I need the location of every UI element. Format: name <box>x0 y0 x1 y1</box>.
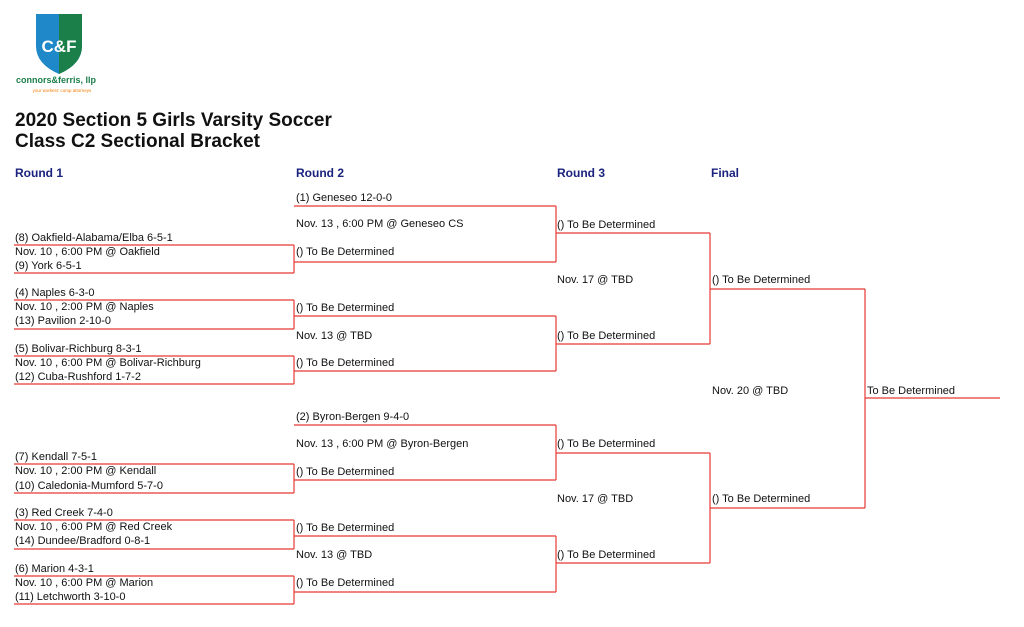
r2-m2-team-top: () To Be Determined <box>296 302 395 314</box>
r1-m5-team-bottom: (14) Dundee/Bradford 0-8-1 <box>15 535 151 547</box>
r1-m4-game-info: Nov. 10 , 2:00 PM @ Kendall <box>15 465 157 477</box>
r2-m4-team-top: () To Be Determined <box>296 522 395 534</box>
r1-m1-game-info: Nov. 10 , 6:00 PM @ Oakfield <box>15 246 160 258</box>
bracket-title-line1: 2020 Section 5 Girls Varsity Soccer <box>15 110 332 131</box>
r1-m5-game-info: Nov. 10 , 6:00 PM @ Red Creek <box>15 521 173 533</box>
r1-m6-team-bottom: (11) Letchworth 3-10-0 <box>15 591 126 603</box>
r2-m2-team-bottom: () To Be Determined <box>296 357 395 369</box>
r1-m4-team-top: (7) Kendall 7-5-1 <box>15 451 97 463</box>
r3-m2-game-info: Nov. 17 @ TBD <box>557 493 634 505</box>
logo-tagline: your workers' comp attorneys <box>32 88 92 93</box>
r1-m1-team-bottom: (9) York 6-5-1 <box>15 260 82 272</box>
r3-m1-team-top: () To Be Determined <box>557 219 656 231</box>
r2-m1-team-bottom: () To Be Determined <box>296 246 395 258</box>
r1-m3-game-info: Nov. 10 , 6:00 PM @ Bolivar-Richburg <box>15 357 201 369</box>
final-game-info: Nov. 20 @ TBD <box>712 385 789 397</box>
logo-wordmark: connors&ferris, llp <box>16 75 97 85</box>
r1-m6-game-info: Nov. 10 , 6:00 PM @ Marion <box>15 577 154 589</box>
r1-m2-team-bottom: (13) Pavilion 2-10-0 <box>15 315 111 327</box>
r1-m3-team-top: (5) Bolivar-Richburg 8-3-1 <box>15 343 142 355</box>
r2-m2-game-info: Nov. 13 @ TBD <box>296 330 373 342</box>
r2-m1-game-info: Nov. 13 , 6:00 PM @ Geneseo CS <box>296 218 464 230</box>
final-team-bottom: () To Be Determined <box>712 493 811 505</box>
r3-m2-team-bottom: () To Be Determined <box>557 549 656 561</box>
logo-monogram: C&F <box>41 37 77 56</box>
r2-m4-game-info: Nov. 13 @ TBD <box>296 549 373 561</box>
champion-label: To Be Determined <box>867 385 956 397</box>
r1-m4-team-bottom: (10) Caledonia-Mumford 5-7-0 <box>15 480 163 492</box>
r2-m4-team-bottom: () To Be Determined <box>296 577 395 589</box>
r2-m3-team-bottom: () To Be Determined <box>296 466 395 478</box>
r1-m2-game-info: Nov. 10 , 2:00 PM @ Naples <box>15 301 154 313</box>
r3-m1-game-info: Nov. 17 @ TBD <box>557 274 634 286</box>
round-2-header: Round 2 <box>296 166 344 180</box>
final-team-top: () To Be Determined <box>712 274 811 286</box>
r3-m2-team-top: () To Be Determined <box>557 438 656 450</box>
r1-m6-team-top: (6) Marion 4-3-1 <box>15 563 94 575</box>
bracket-title-line2: Class C2 Sectional Bracket <box>15 131 261 152</box>
r2-m1-team-top: (1) Geneseo 12-0-0 <box>296 192 392 204</box>
r2-m3-team-top: (2) Byron-Bergen 9-4-0 <box>296 411 410 423</box>
r1-m2-team-top: (4) Naples 6-3-0 <box>15 287 95 299</box>
r1-m1-team-top: (8) Oakfield-Alabama/Elba 6-5-1 <box>15 232 173 244</box>
round-3-header: Round 3 <box>557 166 605 180</box>
r3-m1-team-bottom: () To Be Determined <box>557 330 656 342</box>
r1-m3-team-bottom: (12) Cuba-Rushford 1-7-2 <box>15 371 141 383</box>
final-header: Final <box>711 166 740 180</box>
round-1-header: Round 1 <box>15 166 63 180</box>
r2-m3-game-info: Nov. 13 , 6:00 PM @ Byron-Bergen <box>296 438 469 450</box>
r1-m5-team-top: (3) Red Creek 7-4-0 <box>15 507 113 519</box>
